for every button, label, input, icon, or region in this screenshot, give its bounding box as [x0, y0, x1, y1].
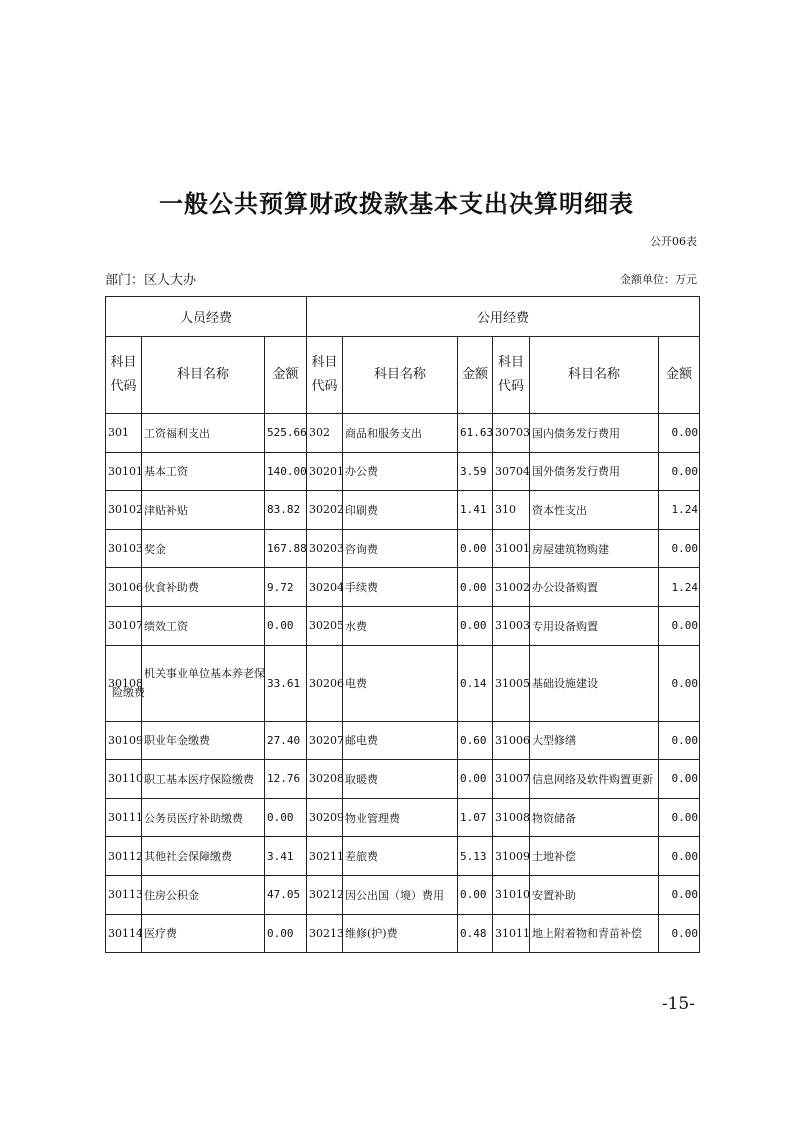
form-number: 公开06表: [650, 235, 697, 248]
amount-cell: 0.00: [659, 875, 700, 914]
group-header-personnel: 人员经费: [106, 297, 307, 337]
name-cell: 安置补助: [530, 875, 659, 914]
amount-cell: 0.60: [458, 721, 493, 760]
table-row: [106, 875, 700, 914]
amount-cell: 0.00: [659, 645, 700, 721]
table-row: [106, 452, 700, 491]
amount-cell: 5.13: [458, 837, 493, 876]
code-cell: 31003: [493, 606, 530, 645]
name-cell: 地上附着物和青苗补偿: [530, 914, 659, 953]
table-row: [106, 606, 700, 645]
code-cell: 30108: [106, 645, 142, 721]
name-cell: 国外债务发行费用: [530, 452, 659, 491]
amount-cell: 0.00: [659, 721, 700, 760]
amount-cell: 61.63: [458, 414, 493, 453]
amount-cell: 0.14: [458, 645, 493, 721]
column-header-name: 科目名称: [343, 337, 458, 414]
table-row: [106, 837, 700, 876]
name-cell: 津贴补贴: [142, 491, 265, 530]
amount-cell: 27.40: [265, 721, 307, 760]
group-header-row: [106, 297, 700, 337]
code-cell: 30703: [493, 414, 530, 453]
table-row: [106, 568, 700, 607]
amount-cell: 0.00: [659, 452, 700, 491]
amount-cell: 33.61: [265, 645, 307, 721]
column-header-name: 科目名称: [530, 337, 659, 414]
name-cell: 办公费: [343, 452, 458, 491]
table-row: [106, 760, 700, 799]
name-cell: 咨询费: [343, 529, 458, 568]
name-cell: 专用设备购置: [530, 606, 659, 645]
code-cell: 30213: [307, 914, 343, 953]
group-header-public: 公用经费: [307, 297, 700, 337]
amount-cell: 0.00: [458, 529, 493, 568]
code-cell: 31006: [493, 721, 530, 760]
code-cell: 30110: [106, 760, 142, 799]
column-header-code: 科目 代码: [106, 337, 142, 414]
column-header-amount: 金额: [265, 337, 307, 414]
column-header-amount: 金额: [659, 337, 700, 414]
amount-cell: 0.00: [659, 529, 700, 568]
amount-cell: 0.00: [265, 914, 307, 953]
amount-cell: 1.24: [659, 568, 700, 607]
name-cell: 伙食补助费: [142, 568, 265, 607]
name-cell: 水费: [343, 606, 458, 645]
code-cell: 30211: [307, 837, 343, 876]
name-cell: 信息网络及软件购置更新: [530, 760, 659, 799]
expenditure-detail-table: [105, 296, 700, 953]
amount-cell: 0.00: [659, 798, 700, 837]
name-cell: 物业管理费: [343, 798, 458, 837]
code-cell: 31011: [493, 914, 530, 953]
code-cell: 30209: [307, 798, 343, 837]
code-cell: 30107: [106, 606, 142, 645]
amount-cell: 1.41: [458, 491, 493, 530]
code-cell: 31010: [493, 875, 530, 914]
amount-cell: 0.00: [659, 414, 700, 453]
code-cell: 30704: [493, 452, 530, 491]
code-cell: 30202: [307, 491, 343, 530]
name-cell: 奖金: [142, 529, 265, 568]
code-cell: 31007: [493, 760, 530, 799]
amount-cell: 0.00: [659, 760, 700, 799]
column-header-row: [106, 337, 700, 414]
table-row: [106, 798, 700, 837]
code-cell: 30204: [307, 568, 343, 607]
name-cell: 邮电费: [343, 721, 458, 760]
column-header-amount: 金额: [458, 337, 493, 414]
name-cell: 职工基本医疗保险缴费: [142, 760, 265, 799]
name-cell: 取暖费: [343, 760, 458, 799]
code-cell: 302: [307, 414, 343, 453]
name-cell: 大型修缮: [530, 721, 659, 760]
name-cell: 国内债务发行费用: [530, 414, 659, 453]
amount-cell: 12.76: [265, 760, 307, 799]
name-cell: 机关事业单位基本养老保 险缴费: [142, 645, 265, 721]
name-cell: 差旅费: [343, 837, 458, 876]
code-cell: 301: [106, 414, 142, 453]
amount-cell: 0.00: [458, 606, 493, 645]
amount-cell: 0.00: [458, 568, 493, 607]
name-cell: 工资福利支出: [142, 414, 265, 453]
code-cell: 31008: [493, 798, 530, 837]
name-cell: 商品和服务支出: [343, 414, 458, 453]
code-cell: 30101: [106, 452, 142, 491]
column-header-code: 科目 代码: [493, 337, 530, 414]
name-cell: 物资储备: [530, 798, 659, 837]
table-row: [106, 721, 700, 760]
table-row: [106, 414, 700, 453]
amount-cell: 525.66: [265, 414, 307, 453]
amount-cell: 0.48: [458, 914, 493, 953]
name-cell: 印刷费: [343, 491, 458, 530]
code-cell: 31009: [493, 837, 530, 876]
name-cell: 土地补偿: [530, 837, 659, 876]
name-cell: 基本工资: [142, 452, 265, 491]
code-cell: 30103: [106, 529, 142, 568]
amount-cell: 0.00: [659, 837, 700, 876]
amount-cell: 3.41: [265, 837, 307, 876]
code-cell: 30102: [106, 491, 142, 530]
table-row: [106, 491, 700, 530]
amount-cell: 0.00: [265, 606, 307, 645]
code-cell: 30106: [106, 568, 142, 607]
table-row: [106, 529, 700, 568]
code-cell: 30208: [307, 760, 343, 799]
code-cell: 30205: [307, 606, 343, 645]
code-cell: 30109: [106, 721, 142, 760]
amount-cell: 0.00: [659, 606, 700, 645]
code-cell: 30111: [106, 798, 142, 837]
name-cell: 资本性支出: [530, 491, 659, 530]
amount-cell: 1.07: [458, 798, 493, 837]
name-cell: 基础设施建设: [530, 645, 659, 721]
name-cell: 手续费: [343, 568, 458, 607]
code-cell: 30206: [307, 645, 343, 721]
page-title: 一般公共预算财政拨款基本支出决算明细表: [159, 189, 634, 218]
page-number: -15-: [661, 994, 695, 1014]
name-cell: 住房公积金: [142, 875, 265, 914]
amount-cell: 3.59: [458, 452, 493, 491]
column-header-code: 科目 代码: [307, 337, 343, 414]
name-cell: 公务员医疗补助缴费: [142, 798, 265, 837]
code-cell: 31001: [493, 529, 530, 568]
name-cell: 医疗费: [142, 914, 265, 953]
amount-cell: 0.00: [458, 760, 493, 799]
amount-cell: 0.00: [265, 798, 307, 837]
table-row: [106, 914, 700, 953]
amount-cell: 0.00: [659, 914, 700, 953]
amount-cell: 1.24: [659, 491, 700, 530]
code-cell: 31002: [493, 568, 530, 607]
amount-cell: 83.82: [265, 491, 307, 530]
amount-cell: 140.00: [265, 452, 307, 491]
code-cell: 30212: [307, 875, 343, 914]
code-cell: 30207: [307, 721, 343, 760]
code-cell: 30203: [307, 529, 343, 568]
amount-cell: 0.00: [458, 875, 493, 914]
name-cell: 办公设备购置: [530, 568, 659, 607]
name-cell: 职业年金缴费: [142, 721, 265, 760]
name-cell: 电费: [343, 645, 458, 721]
department-label: 部门：区人大办: [105, 273, 197, 288]
code-cell: 30114: [106, 914, 142, 953]
name-cell: 房屋建筑物购建: [530, 529, 659, 568]
code-cell: 30112: [106, 837, 142, 876]
code-cell: 30201: [307, 452, 343, 491]
code-cell: 30113: [106, 875, 142, 914]
amount-cell: 47.05: [265, 875, 307, 914]
code-cell: 31005: [493, 645, 530, 721]
code-cell: 310: [493, 491, 530, 530]
amount-cell: 167.88: [265, 529, 307, 568]
table-row: [106, 645, 700, 721]
name-cell: 维修(护)费: [343, 914, 458, 953]
name-cell: 绩效工资: [142, 606, 265, 645]
amount-cell: 9.72: [265, 568, 307, 607]
column-header-name: 科目名称: [142, 337, 265, 414]
name-cell: 因公出国（境）费用: [343, 875, 458, 914]
amount-unit-label: 金额单位：万元: [620, 273, 697, 286]
name-cell: 其他社会保障缴费: [142, 837, 265, 876]
